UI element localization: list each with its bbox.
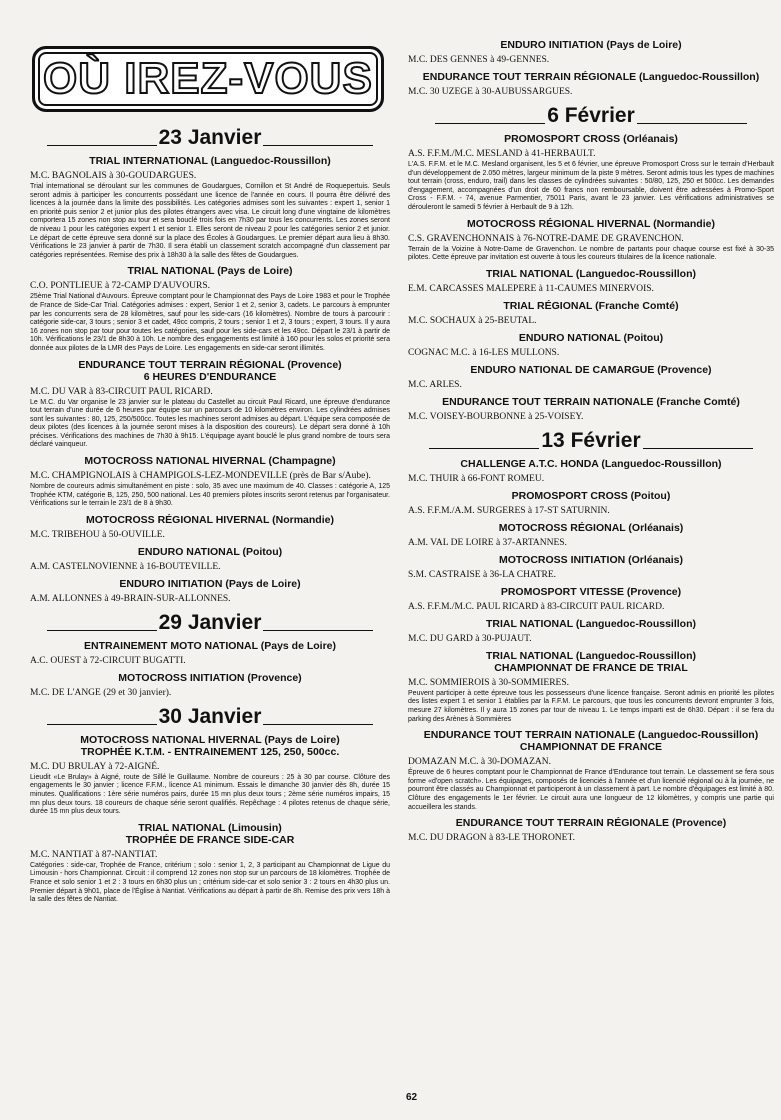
date-rule-right [643, 448, 753, 449]
event-organizer: C.O. PONTLIEUE à 72-CAMP D'AUVOURS. [30, 281, 211, 292]
date-text: 13 Février [541, 428, 641, 452]
event-listing [408, 554, 774, 581]
event-listing [408, 618, 774, 645]
right-event-list [408, 39, 774, 844]
left-column [30, 36, 390, 910]
event-title: TRIAL INTERNATIONAL (Languedoc-Roussillon) [89, 155, 331, 167]
date-rule-left [47, 724, 157, 725]
event-organizer: COGNAC M.C. à 16-LES MULLONS. [408, 347, 560, 358]
event-title: ENTRAINEMENT MOTO NATIONAL (Pays de Loire) [83, 639, 337, 652]
date-heading [30, 705, 390, 729]
event-title: MOTOCROSS RÉGIONAL HIVERNAL (Normandie) [467, 217, 715, 230]
left-event-list [30, 126, 390, 905]
event-organizer: A.M. ALLONNES à 49-BRAIN-SUR-ALLONNES. [30, 593, 231, 604]
date-heading [30, 126, 390, 150]
event-listing [408, 490, 774, 517]
event-listing [408, 522, 774, 549]
event-organizer: M.C. SOMMIEROIS à 30-SOMMIERES. [408, 677, 569, 688]
event-listing [408, 71, 774, 98]
date-rule-left [429, 448, 539, 449]
date-text: 29 Janvier [158, 610, 262, 634]
event-organizer: M.C. DU BRULAY à 72-AIGNÉ. [30, 761, 160, 772]
event-organizer: M.C. ARLES. [408, 379, 462, 390]
event-description: 25ème Trial National d'Auvours. Épreuve comptant pour le Championnat des Pays de Loire 1983 et pour le Trophée de France de Side-Car Trial. Catégories admises : expert, Senior 1 et 2, senior 3, cadets. Le parcours à emprunter par les concurrents sera de 28 kilomètres, sauf pour les side-cars (16 kilomètres). Nombre de tours à parcourir : catégorie side-car, 3 tours ; senior 3 et cadet, 49cc compris, 2 tours ; senior 1 et 2, 3 tours ; expert, 3 tours. Il y aura 16 zones non stop par tour pour toutes les catégories, sauf pour les side-cars et les 49cc. Départ le 23/1 à partir de 10h. Vérifications le 23/1 de 8h30 à 10h. Le nombre des engagements est limité à 160 pour les solos et priorité sera donnée aux pilotes de la LMR des Pays de Loire. Les engagements en side-car seront illimités. [30, 293, 390, 352]
event-title: MOTOCROSS NATIONAL HIVERNAL (Champagne) [84, 455, 336, 468]
event-listing [30, 455, 390, 509]
date-heading [30, 611, 390, 635]
event-listing [408, 817, 774, 844]
date-rule-left [435, 123, 545, 124]
event-title: TRIAL NATIONAL (Pays de Loire) [127, 265, 293, 278]
right-column [408, 34, 774, 849]
event-title: MOTOCROSS INITIATION (Orléanais) [499, 553, 683, 566]
event-description: Le M.C. du Var organise le 23 janvier sur le plateau du Castellet au circuit Paul Ricard, une épreuve d'endurance tout terrain d'une durée de 6 heures par équipe sur un parcours de 10 kilomètres environ. Les cylindrées admises sont les suivantes : 80, 125, 250/500cc. Toutes les machines seront admises au départ. L'équipe sera composée de deux pilotes (des licences à la journée seront mises à la disposition des coureurs). Le départ sera donné à 10h précises. Vérifications des machines de 7h30 à 9h15. L'équipage ayant bouclé le plus grand nombre de tours sera déclaré vainqueur. [30, 398, 390, 449]
event-organizer: M.C. DES GENNES à 49-GENNES. [408, 55, 550, 65]
date-rule-right [637, 123, 747, 124]
event-listing [30, 734, 390, 817]
event-description: Lieudit «Le Brulay» à Aigné, route de Sillé le Guillaume. Nombre de coureurs : 25 à 30 par course. Clôture des engagements le 30 janvier ; licence F.F.M., licence A1 minimum. Essais le dimanche 30 janvier dès 8h, durée 15 minutes. Qualifications : 1ère série numéros pairs, durée 15 mn plus deux tours ; 2ème série numéros impairs, 15 mn plus deux tours. 18 coureurs de chaque série seront qualifiés. Repêchage : 4 pilotes retenus de chaque série, durée 15 mn plus deux tours. [30, 773, 390, 816]
event-listing [408, 332, 774, 359]
date-heading [408, 104, 774, 128]
event-listing [408, 364, 774, 391]
event-listing [408, 458, 774, 485]
masthead-title: OÙ IREZ-VOUS [32, 46, 384, 112]
event-organizer: M.C. VOISEY-BOURBONNE à 25-VOISEY. [408, 411, 584, 422]
event-title: PROMOSPORT CROSS (Poitou) [511, 489, 671, 502]
event-title: MOTOCROSS RÉGIONAL (Orléanais) [498, 521, 684, 534]
event-title: MOTOCROSS INITIATION (Provence) [118, 671, 302, 684]
event-title: CHALLENGE A.T.C. HONDA (Languedoc-Roussillon) [460, 457, 722, 470]
event-listing [30, 514, 390, 541]
event-organizer: A.S. F.F.M./M.C. MESLAND à 41-HERBAULT. [408, 149, 596, 159]
page-number: 62 [406, 1092, 418, 1103]
event-description: Terrain de la Voizine à Notre-Dame de Gravenchon. Le nombre de partants pour chaque course est fixé à 30-35 pilotes. Cette épreuve par invitation est ouverte à tous les coureurs titulaires de la licence nationale. [408, 245, 774, 262]
event-listing [408, 133, 774, 213]
event-organizer: C.S. GRAVENCHONNAIS à 76-NOTRE-DAME DE GRAVENCHON. [408, 233, 684, 244]
event-title: TRIAL NATIONAL (Languedoc-Roussillon) CHAMPIONNAT DE FRANCE DE TRIAL [486, 649, 696, 674]
event-title: MOTOCROSS RÉGIONAL HIVERNAL (Normandie) [86, 513, 334, 526]
event-organizer: M.C. THUIR à 66-FONT ROMEU. [408, 473, 545, 484]
date-rule-left [47, 630, 157, 631]
event-description: Épreuve de 6 heures comptant pour le Championnat de France d'Endurance tout terrain. Le classement se fera sous forme «d'open scratch». Les équipages, composés de licenciés à l'année et d'un licencié régional ou à la journée, ne pourront être classés au Championnat et participeront à un classement à part. Le nombre d'équipages est limité à 80. Clôture des engagements le 1er février. Le circuit aura une longueur de 12 kilomètres, y compris une partie qui accueillera les stands. [408, 769, 774, 811]
event-title: ENDURANCE TOUT TERRAIN NATIONALE (Franche Comté) [442, 395, 740, 408]
event-title: ENDURO INITIATION (Pays de Loire) [500, 39, 682, 51]
event-organizer: S.M. CASTRAISE à 36-LA CHATRE. [408, 569, 557, 580]
event-listing [408, 268, 774, 295]
event-title: ENDURANCE TOUT TERRAIN RÉGIONALE (Provence) [455, 817, 727, 830]
event-organizer: E.M. CARCASSES MALEPERE à 11-CAUMES MINERVOIS. [408, 283, 654, 294]
event-listing [30, 359, 390, 451]
event-organizer: M.C. DU GARD à 30-PUJAUT. [408, 633, 532, 644]
event-organizer: M.C. SOCHAUX à 25-BEUTAL. [408, 315, 537, 326]
event-title: TRIAL NATIONAL (Languedoc-Roussillon) [486, 617, 696, 630]
event-listing [30, 265, 390, 353]
event-listing [30, 155, 390, 260]
event-title: TRIAL NATIONAL (Languedoc-Roussillon) [486, 267, 696, 280]
event-listing [30, 822, 390, 905]
date-rule-right [263, 724, 373, 725]
event-organizer: M.C. DU VAR à 83-CIRCUIT PAUL RICARD. [30, 386, 213, 397]
event-description: Trial international se déroulant sur les communes de Goudargues, Cornillon et St André de Roquepertuis. Seuls seront admis à participer les concurrents possédant une licence de l'année en cours. Il pourra être délivré des licences à la journée dans la limite des possibilités. Les catégories admises sont les suivantes : expert 1, senior 1 en priorité puis senior 2 et junior plus des pilotes étrangers avec visa. Le circuit long d'une vingtaine de kilomètres comportera 15 zones non stop au tour et sera bouclé trois fois en 7h30 par tous les concurrents. Les zones seront de niveau 1 pour les catégories expert 1 et senior 1. Elles seront de niveau 2 pour les catégories senior 2 et junior. Le départ de cette épreuve sera donné sur la place des Écoles à Goudargues. Le premier départ aura lieu à 8h30. Vérifications le 23 janvier à partir de 7h30. Il sera établi un classement scratch accompagné d'un classement par catégories représentées. Remise des prix à 18h30 à la salle des fêtes de Goudargues. [30, 183, 390, 259]
event-title: PROMOSPORT VITESSE (Provence) [500, 585, 682, 598]
event-description: Nombre de coureurs admis simultanément en piste : solo, 35 avec une maximum de 40. Classes : catégorie A, 125 Trophée KTM, catégorie B, 125, 250, 500 national. Les 40 premiers pilotes inscrits seront retenus par l'organisateur. Vérifications sur le terrain le 23/1 de 8 à 9h30. [30, 483, 390, 508]
event-title: TRIAL NATIONAL (Limousin) TROPHÉE DE FRANCE SIDE-CAR [125, 821, 295, 846]
event-title: TRIAL RÉGIONAL (Franche Comté) [503, 299, 679, 312]
event-organizer: A.C. OUEST à 72-CIRCUIT BUGATTI. [30, 655, 186, 666]
event-listing [30, 640, 390, 667]
event-listing [408, 300, 774, 327]
event-organizer: A.M. VAL DE LOIRE à 37-ARTANNES. [408, 537, 567, 548]
event-description: L'A.S. F.F.M. et le M.C. Mesland organisent, les 5 et 6 février, une épreuve Promosport Cross sur le terrain d'Herbault d'un développement de 2.050 mètres, largeur minimum de la piste 9 mètres. Seront admis tous les types de machines tout terrain (cross, enduro, trail) dans les classes de cylindrées suivantes : 50/80, 125, 250 et 500cc. Les demandes d'engagement, accompagnées d'un droit de 60 francs non remboursable, doivent être adressées à Promo-Sport Cross - F.F.M. - 74, avenue Parmentier, 75011 Paris, avant le 23 janvier. Les vérifications administratives se dérouleront le samedi 5 février à Herbault de 9 à 12h. [408, 161, 774, 211]
event-listing [408, 39, 774, 66]
event-title: ENDURANCE TOUT TERRAIN RÉGIONALE (Languedoc-Roussillon) [422, 71, 760, 83]
event-organizer: M.C. DE L'ANGE (29 et 30 janvier). [30, 687, 172, 698]
date-text: 23 Janvier [158, 126, 262, 149]
event-title: ENDURO NATIONAL (Poitou) [137, 545, 283, 558]
event-organizer: DOMAZAN M.C. à 30-DOMAZAN. [408, 757, 552, 768]
date-text: 30 Janvier [158, 704, 262, 728]
date-heading [408, 429, 774, 453]
event-organizer: M.C. CHAMPIGNOLAIS à CHAMPIGOLS-LEZ-MONDEVILLE (près de Bar s/Aube). [30, 471, 371, 482]
event-organizer: M.C. DU DRAGON à 83-LE THORONET. [408, 833, 575, 844]
event-listing [408, 396, 774, 423]
event-description: Peuvent participer à cette épreuve tous les possesseurs d'une licence française. Seront admis en priorité les pilotes des listes expert 1 et senior 1 établies par la F.F.M. Le parcours, que tous les concurrents devront emprunter 3 fois, mesure 27 kilomètres. Il y aura 15 zones par tour de niveau 1. Le temps imparti est de 6h30. Départ : il se fera du parking des Arènes à Sommières [408, 689, 774, 723]
event-listing [408, 650, 774, 724]
event-title: ENDURANCE TOUT TERRAIN RÉGIONAL (Provence) 6 HEURES D'ENDURANCE [78, 358, 342, 383]
event-organizer: A.S. F.F.M./M.C. PAUL RICARD à 83-CIRCUIT PAUL RICARD. [408, 601, 665, 612]
event-listing [30, 546, 390, 573]
event-organizer: M.C. BAGNOLAIS à 30-GOUDARGUES. [30, 171, 197, 181]
date-rule-left [47, 145, 157, 146]
event-organizer: M.C. TRIBEHOU à 50-OUVILLE. [30, 529, 165, 540]
event-organizer: M.C. NANTIAT à 87-NANTIAT. [30, 849, 158, 860]
event-title: ENDURO INITIATION (Pays de Loire) [119, 577, 301, 590]
event-title: ENDURO NATIONAL DE CAMARGUE (Provence) [470, 363, 712, 376]
date-text: 6 Février [547, 104, 635, 127]
event-listing [408, 729, 774, 812]
event-listing [408, 218, 774, 263]
event-listing [30, 578, 390, 605]
event-organizer: A.M. CASTELNOVIENNE à 16-BOUTEVILLE. [30, 561, 221, 572]
date-rule-right [263, 145, 373, 146]
event-description: Catégories : side-car, Trophée de France, critérium ; solo : senior 1, 2, 3 participant au Championnat de Ligue du Limousin - hors Championnat. Circuit : il comprend 12 zones non stop sur un parcours de 18 kilomètres. Trophée de France et solo senior 1 et 2 : 3 tours en 6h30 plus un ; critérium side-car et solo senior 3 : 2 tours en 4h30 plus un. Premier départ à 9h01, place de l'Église à Nantiat. Vérifications au départ à partir de 8h. Remise des prix vers 18h à la salle des fêtes de Nantiat. [30, 861, 390, 904]
event-listing [408, 586, 774, 613]
event-title: ENDURO NATIONAL (Poitou) [518, 331, 664, 344]
event-title: PROMOSPORT CROSS (Orléanais) [504, 133, 678, 145]
event-title: ENDURANCE TOUT TERRAIN NATIONALE (Languedoc-Roussillon) CHAMPIONNAT DE FRANCE [423, 729, 759, 754]
event-organizer: M.C. 30 UZEGE à 30-AUBUSSARGUES. [408, 87, 573, 97]
date-rule-right [263, 630, 373, 631]
event-organizer: A.S. F.F.M./A.M. SURGERES à 17-ST SATURNIN. [408, 505, 610, 516]
event-title: MOTOCROSS NATIONAL HIVERNAL (Pays de Loire) TROPHÉE K.T.M. - ENTRAINEMENT 125, 250, 500cc. [80, 733, 340, 758]
event-listing [30, 672, 390, 699]
